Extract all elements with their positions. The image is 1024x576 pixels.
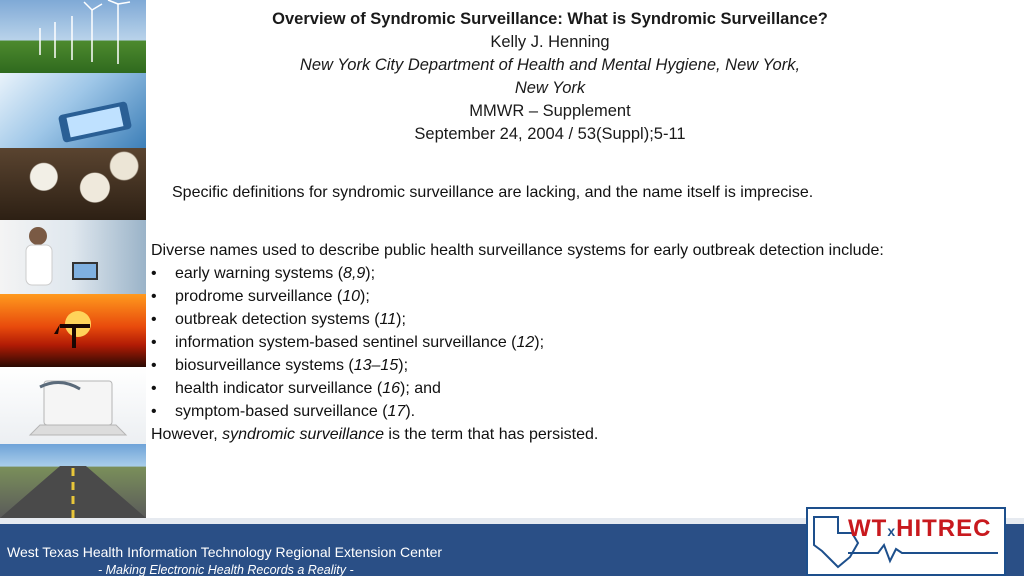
- publication-name: MMWR – Supplement: [469, 102, 631, 120]
- list-item-text: symptom-based surveillance (17).: [175, 403, 416, 420]
- list-item: [151, 354, 1011, 377]
- closing-italic: syndromic surveillance: [222, 426, 384, 443]
- affiliation-line-1: New York City Department of Health and Mental Hygiene, New York,: [299, 56, 801, 74]
- highway-photo: [0, 444, 146, 518]
- author-name: Kelly J. Henning: [490, 33, 610, 51]
- reference-number: 8,9: [343, 265, 366, 282]
- reference-number: 17: [387, 403, 406, 420]
- affiliation-line-2: New York: [514, 79, 586, 97]
- list-item: [151, 285, 1011, 308]
- bullet-list: [151, 262, 1011, 423]
- list-item: [151, 377, 1011, 400]
- list-item-text: early warning systems (8,9);: [175, 265, 376, 282]
- list-intro: Diverse names used to describe public health surveillance systems for early outbreak detection include:: [151, 242, 884, 259]
- bullet-icon: •: [151, 357, 157, 374]
- footer-org-name: West Texas Health Information Technology Regional Extension Center: [7, 544, 443, 560]
- reference-number: 11: [379, 311, 397, 328]
- sunset-oil-pump-photo: [0, 294, 146, 367]
- laptop-stethoscope-photo: [0, 367, 146, 444]
- list-item: [151, 331, 1011, 354]
- list-item: [151, 400, 1011, 423]
- wtxhitrec-logo: [806, 507, 1006, 576]
- bullet-icon: •: [151, 334, 157, 351]
- reference-number: 13–15: [353, 357, 399, 374]
- publication-date: September 24, 2004 / 53(Suppl);5-11: [414, 125, 686, 143]
- closing-post: is the term that has persisted.: [383, 426, 599, 443]
- footer-tagline: - Making Electronic Health Records a Reality -: [98, 563, 354, 576]
- lead-paragraph: Specific definitions for syndromic surveillance are lacking, and the name itself is imprecise.: [172, 184, 814, 201]
- cotton-photo: [0, 148, 146, 220]
- bullet-icon: •: [151, 288, 157, 305]
- photo-strip: [0, 0, 146, 518]
- list-item-text: information system-based sentinel surveillance (12);: [175, 334, 545, 351]
- reference-number: 16: [382, 380, 401, 397]
- bullet-icon: •: [151, 265, 157, 282]
- bullet-icon: •: [151, 403, 157, 420]
- names-list-block: [151, 239, 1011, 446]
- lab-technician-photo: [0, 220, 146, 294]
- reference-number: 10: [342, 288, 360, 305]
- bullet-icon: •: [151, 311, 157, 328]
- list-item-text: biosurveillance systems (13–15);: [175, 357, 409, 374]
- list-item-text: outbreak detection systems (11);: [175, 311, 406, 328]
- citation-header: [200, 8, 900, 146]
- reference-number: 12: [516, 334, 535, 351]
- article-title: Overview of Syndromic Surveillance: What is Syndromic Surveillance?: [272, 10, 828, 28]
- list-item-text: health indicator surveillance (16); and: [175, 380, 441, 397]
- logo-wordmark: WTxHITREC: [848, 515, 992, 542]
- bullet-icon: •: [151, 380, 157, 397]
- list-item: [151, 308, 1011, 331]
- doctor-tablet-photo: [0, 73, 146, 148]
- closing-pre: However,: [151, 426, 223, 443]
- wind-turbines-photo: [0, 0, 146, 73]
- list-item: [151, 262, 1011, 285]
- list-item-text: prodrome surveillance (10);: [175, 288, 370, 305]
- closing-sentence: [151, 423, 1011, 446]
